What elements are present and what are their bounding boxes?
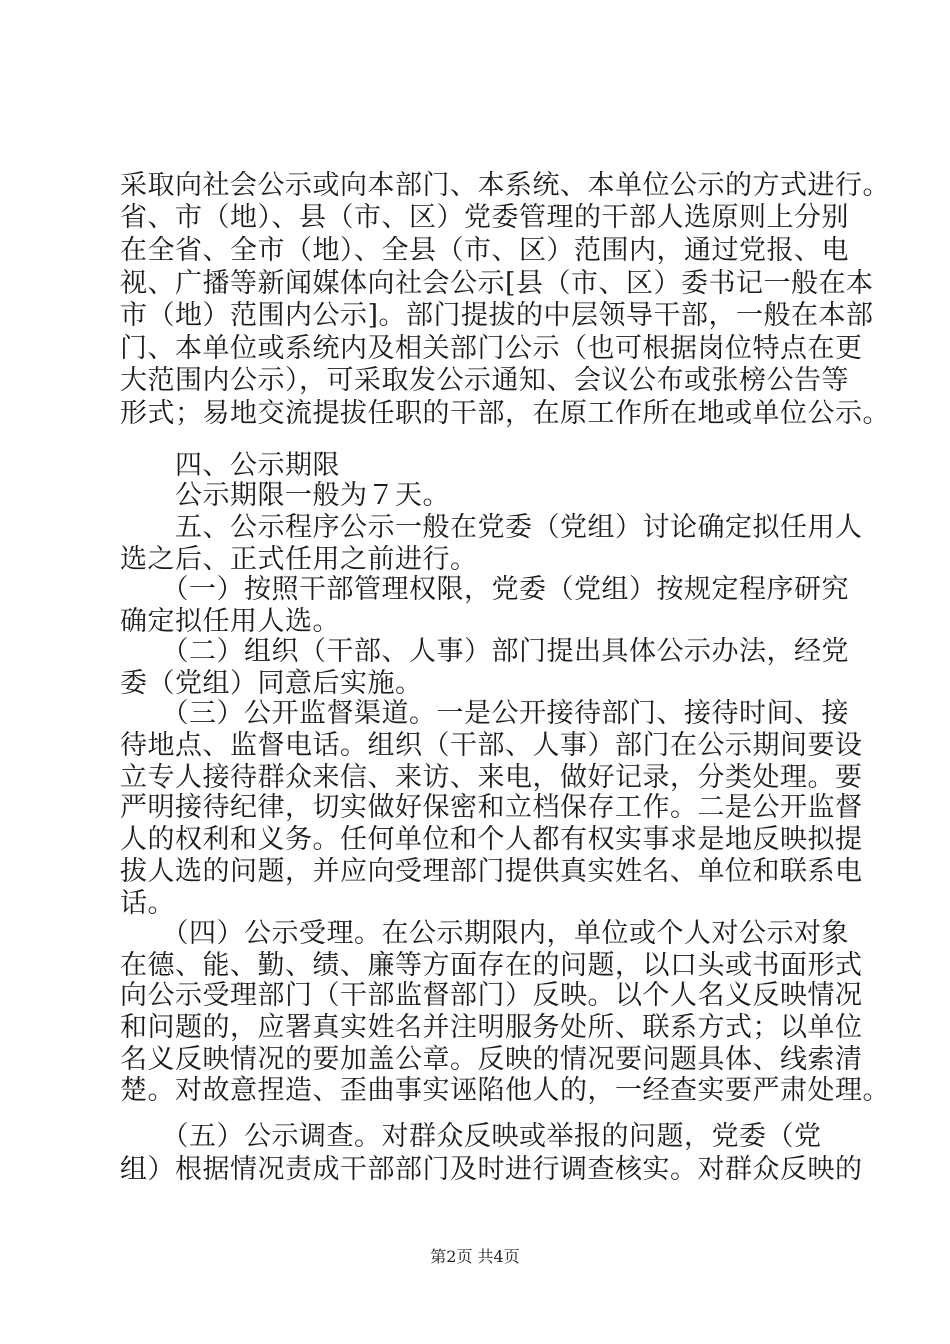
- page-footer: 第2页 共4页: [430, 1247, 520, 1266]
- text-line: 待地点、监督电话。组织（干部、人事）部门在公示期间要设: [120, 730, 863, 761]
- text-line: 拔人选的问题，并应向受理部门提供真实姓名、单位和联系电: [120, 856, 863, 887]
- text-line: （二）组织（干部、人事）部门提出具体公示办法，经党: [120, 636, 849, 667]
- text-line: （三）公开监督渠道。一是公开接待部门、接待时间、接: [120, 698, 849, 729]
- text-line: 视、广播等新闻媒体向社会公示[县（市、区）委书记一般在本: [120, 268, 874, 299]
- text-line: （一）按照干部管理权限，党委（党组）按规定程序研究: [120, 574, 849, 605]
- text-line: 立专人接待群众来信、来访、来电，做好记录，分类处理。要: [120, 762, 863, 793]
- text-line: 楚。对故意捏造、歪曲事实诬陷他人的，一经查实要严肃处理。: [120, 1075, 890, 1106]
- text-line: 在德、能、勤、绩、廉等方面存在的问题，以口头或书面形式: [120, 950, 863, 981]
- text-line: 确定拟任用人选。: [120, 606, 340, 637]
- text-line: （五）公示调查。对群众反映或举报的问题，党委（党: [120, 1121, 822, 1152]
- text-line: 在全省、全市（地）、全县（市、区）范围内，通过党报、电: [120, 235, 849, 266]
- text-line: 采取向社会公示或向本部门、本系统、本单位公示的方式进行。: [120, 170, 890, 201]
- text-line: 五、公示程序公示一般在党委（党组）讨论确定拟任用人: [120, 512, 863, 543]
- text-line: 形式；易地交流提拔任职的干部，在原工作所在地或单位公示。: [120, 398, 890, 429]
- text-line: 省、市（地）、县（市、区）党委管理的干部人选原则上分别: [120, 202, 849, 233]
- text-line: 严明接待纪律，切实做好保密和立档保存工作。二是公开监督: [120, 792, 863, 823]
- text-line: （四）公示受理。在公示期限内，单位或个人对公示对象: [120, 918, 849, 949]
- text-line: 话。: [120, 888, 175, 919]
- text-line: 人的权利和义务。任何单位和个人都有权实事求是地反映拟提: [120, 824, 863, 855]
- text-line: 向公示受理部门（干部监督部门）反映。以个人名义反映情况: [120, 980, 863, 1011]
- text-line: 市（地）范围内公示]。部门提拔的中层领导干部，一般在本部: [120, 300, 874, 331]
- text-line: 和问题的，应署真实姓名并注明服务处所、联系方式；以单位: [120, 1012, 863, 1043]
- text-line: 名义反映情况的要加盖公章。反映的情况要问题具体、线索清: [120, 1044, 863, 1075]
- text-line: 选之后、正式任用之前进行。: [120, 544, 478, 575]
- section-heading: 四、公示期限: [120, 450, 340, 481]
- text-line: 公示期限一般为７天。: [120, 480, 450, 511]
- text-line: 门、本单位或系统内及相关部门公示（也可根据岗位特点在更: [120, 333, 863, 364]
- text-line: 组）根据情况责成干部部门及时进行调查核实。对群众反映的: [120, 1154, 863, 1185]
- text-line: 委（党组）同意后实施。: [120, 668, 423, 699]
- text-line: 大范围内公示），可采取发公示通知、会议公布或张榜公告等: [120, 365, 849, 396]
